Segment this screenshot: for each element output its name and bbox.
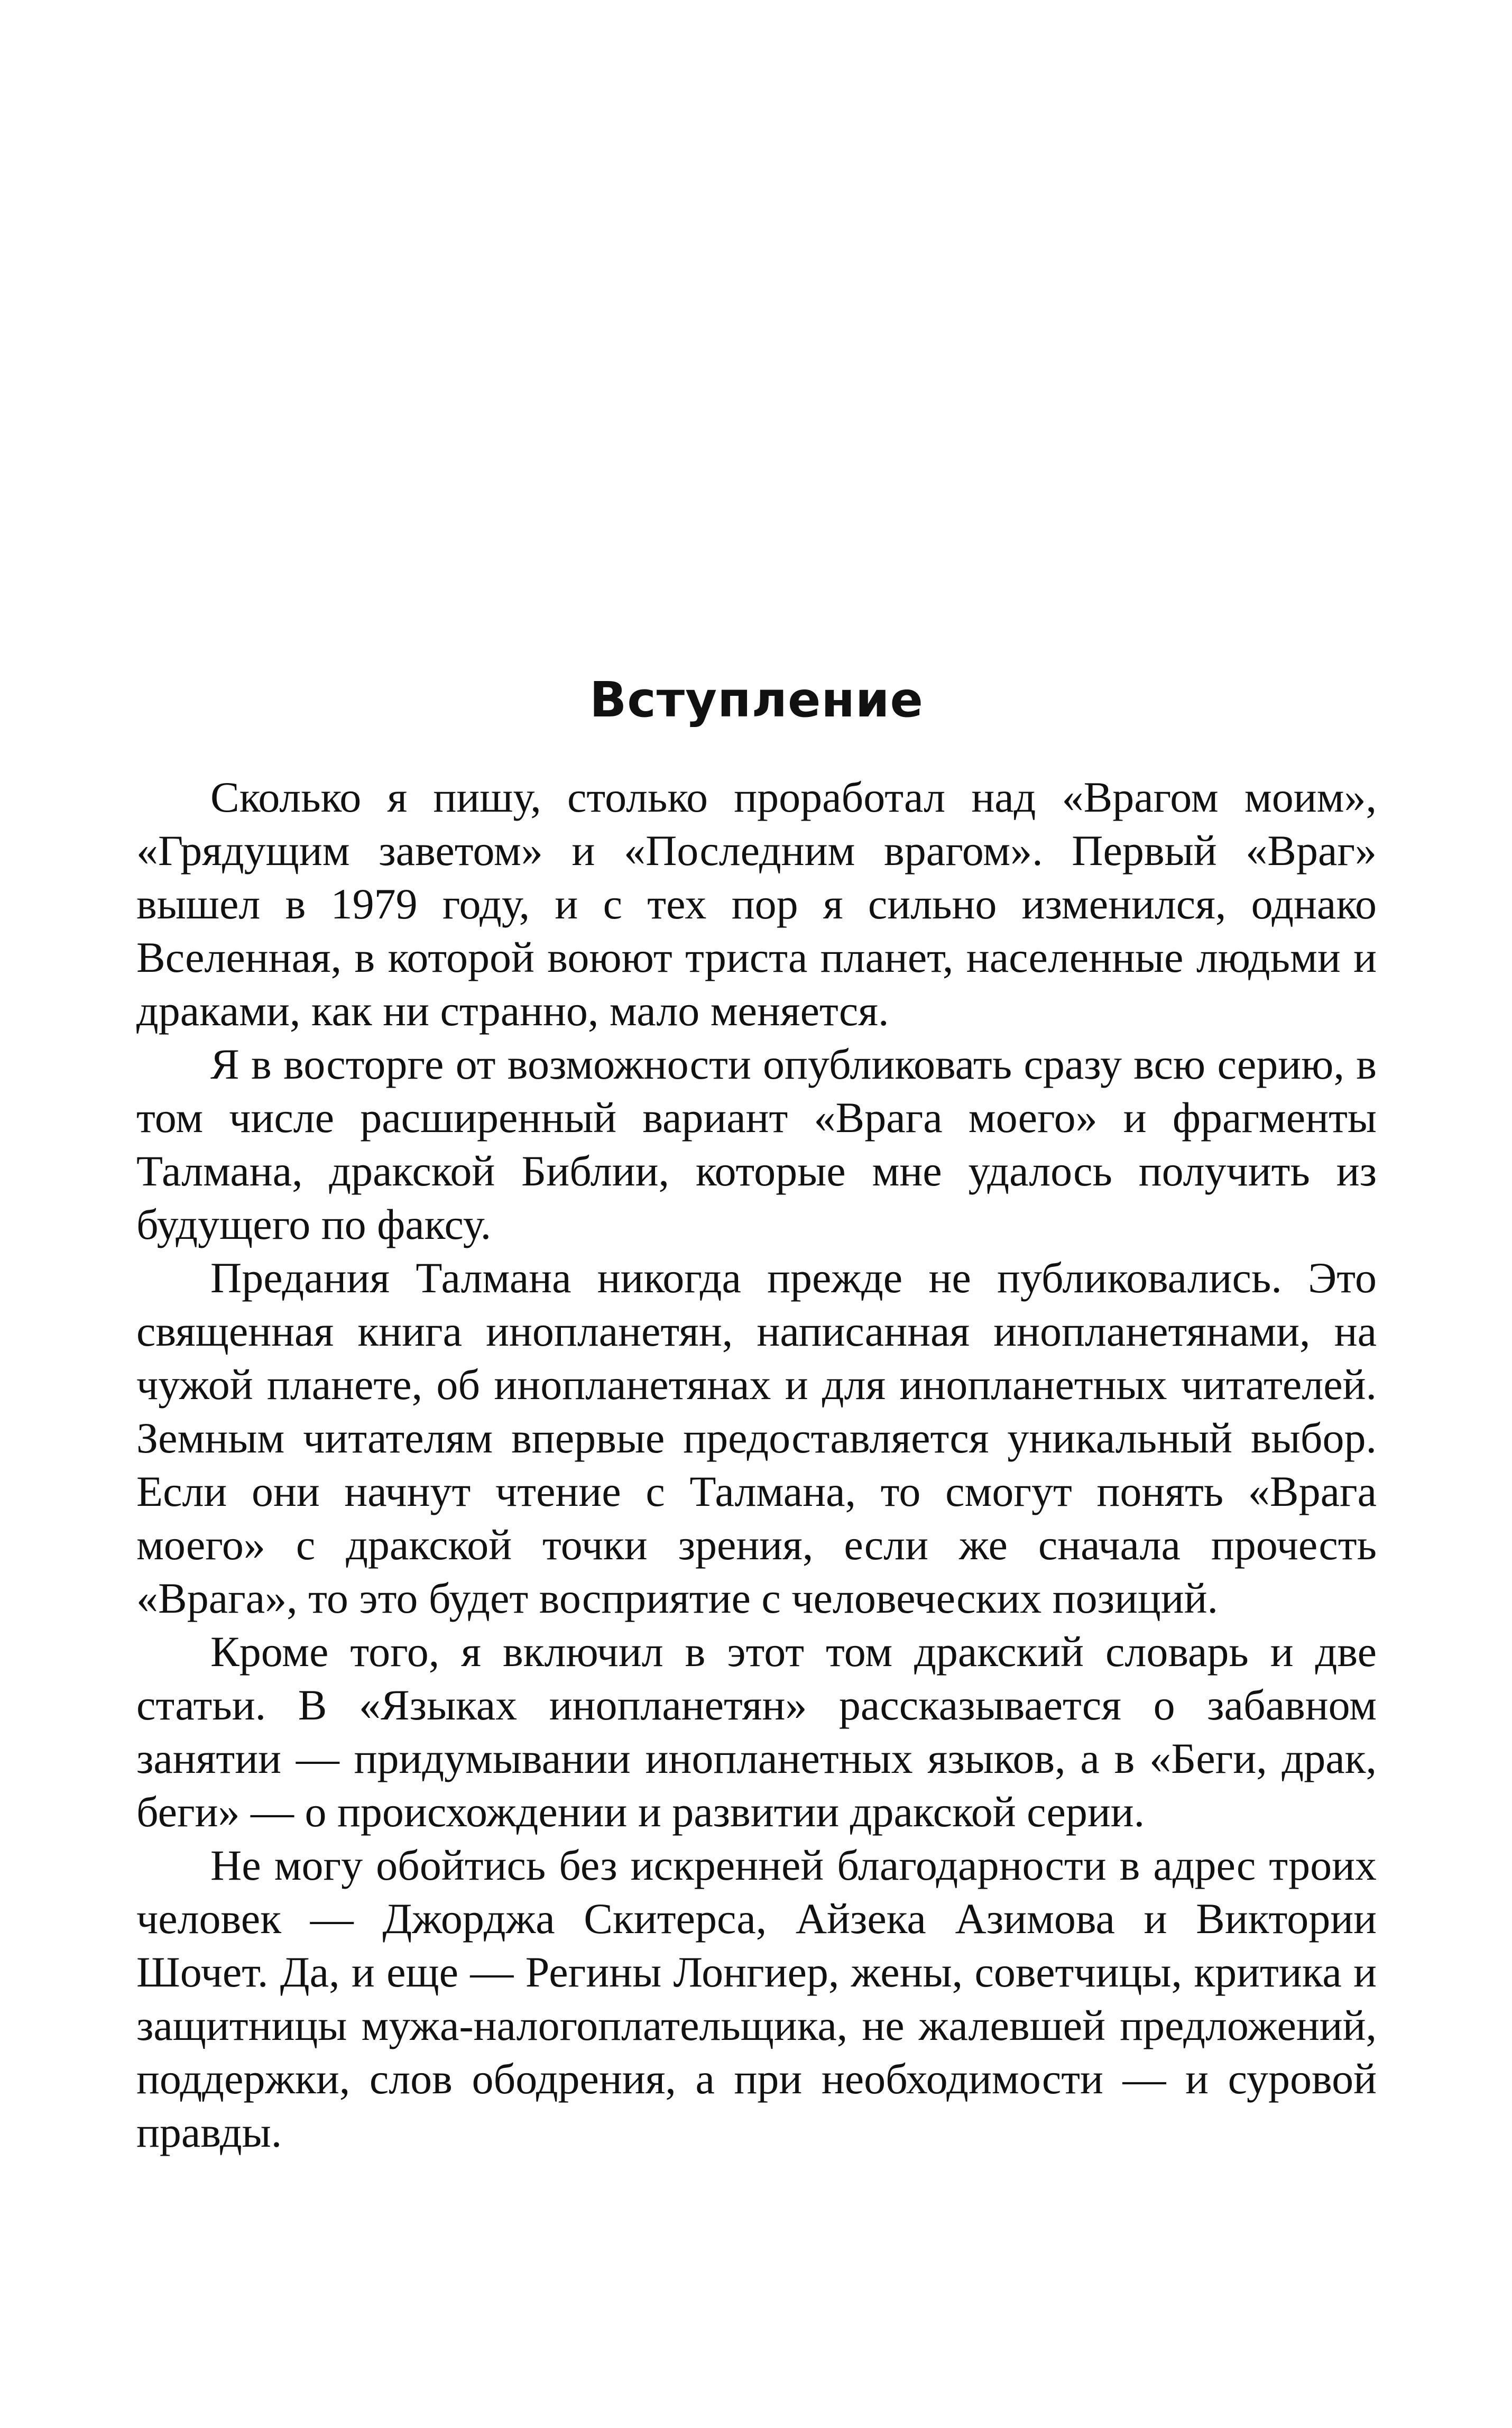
paragraph-2: Я в восторге от возможности опубликовать сразу всю серию, в том числе расширенный вариант «Врага моего» и фрагменты Талмана, дракской Библии, которые мне удалось получить из будущего по факсу. bbox=[136, 1040, 1377, 1248]
chapter-title: Вступление bbox=[589, 672, 924, 728]
paragraph-4: Кроме того, я включил в этот том дракский словарь и две статьи. В «Языках инопланетян» рассказывается о забавном занятии — придумывании инопланетных языков, а в «Беги, драк, беги» — о происхождении и развитии дракской серии. bbox=[136, 1627, 1377, 1836]
paragraph-5: Не могу обойтись без искренней благодарности в адрес троих человек — Джорджа Скитерса, Айзека Азимова и Виктории Шочет. Да, и еще — Регины Лонгиер, жены, советчицы, критика и защитницы мужа-налогоплательщика, не жалевшей предложений, поддержки, слов ободрения, а при необходимости — и суровой правды. bbox=[136, 1841, 1377, 2156]
paragraph-3: Предания Талмана никогда прежде не публиковались. Это священная книга инопланетян, написанная инопланетянами, на чужой планете, об инопланетянах и для инопланетных читателей. Земным читателям впервые предоставляется уникальный выбор. Если они начнут чтение с Талмана, то смогут понять «Врага моего» с дракской точки зрения, если же сначала прочесть «Врага», то это будет восприятие с человеческих позиций. bbox=[136, 1254, 1377, 1622]
paragraph-1: Сколько я пишу, столько проработал над «Врагом моим», «Грядущим заветом» и «Последним врагом». Первый «Враг» вышел в 1979 году, и с тех пор я сильно изменился, однако Вселенная, в которой воюют триста планет, населенные людьми и драками, как ни странно, мало меняется. bbox=[136, 773, 1377, 1035]
page-content bbox=[136, 672, 1377, 2159]
